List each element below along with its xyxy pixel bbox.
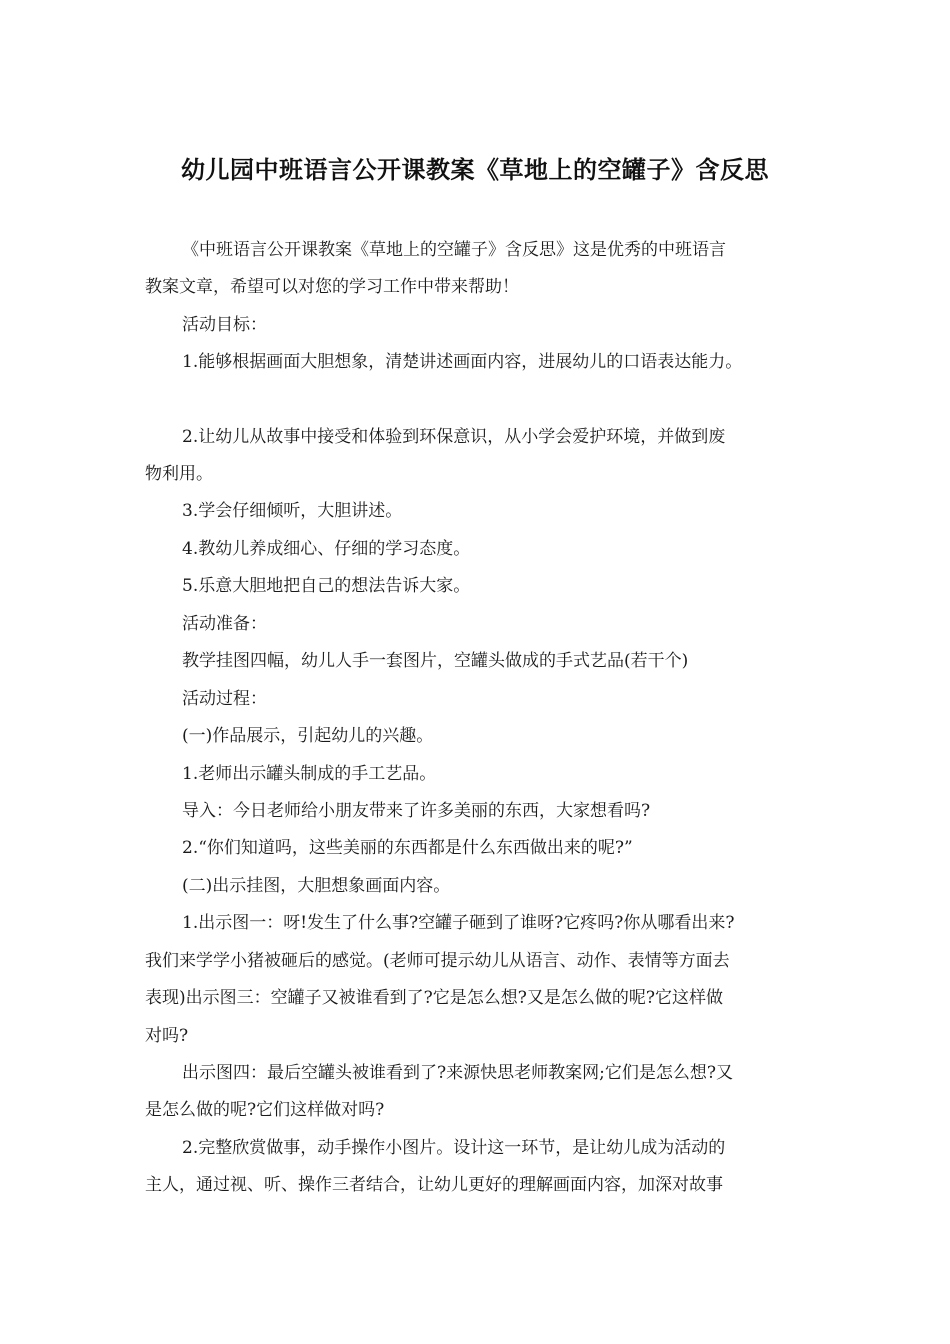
paragraph-line: 2.完整欣赏做事，动手操作小图片。设计这一环节，是让幼儿成为活动的 (182, 1138, 726, 1158)
paragraph-line: 1.老师出示罐头制成的手工艺品。 (182, 764, 437, 784)
section-heading: 活动过程： (182, 689, 267, 709)
paragraph-line: 1.能够根据画面大胆想象，清楚讲述画面内容，进展幼儿的口语表达能力。 (182, 352, 743, 372)
paragraph-line: 5.乐意大胆地把自己的想法告诉大家。 (182, 576, 471, 596)
section-heading: 活动准备： (182, 614, 267, 634)
paragraph-line: 出示图四：最后空罐头被谁看到了?来源快思老师教案网;它们是怎么想?又 (182, 1063, 733, 1083)
paragraph-line: (一)作品展示，引起幼儿的兴趣。 (182, 726, 434, 746)
section-heading: 活动目标： (182, 315, 267, 335)
paragraph-line: 对吗? (145, 1026, 189, 1046)
paragraph-line: 4.教幼儿养成细心、仔细的学习态度。 (182, 539, 471, 559)
document-title: 幼儿园中班语言公开课教案《草地上的空罐子》含反思 (181, 156, 769, 184)
paragraph-line: 教学挂图四幅，幼儿人手一套图片，空罐头做成的手式艺品(若干个) (182, 651, 689, 671)
paragraph-line: 主人，通过视、听、操作三者结合，让幼儿更好的理解画面内容，加深对故事 (145, 1175, 723, 1195)
paragraph-line: 2.让幼儿从故事中接受和体验到环保意识，从小学会爱护环境，并做到废 (182, 427, 726, 447)
paragraph-line: 教案文章，希望可以对您的学习工作中带来帮助！ (145, 277, 519, 297)
paragraph-line: 是怎么做的呢?它们这样做对吗? (145, 1100, 385, 1120)
paragraph-line: 物利用。 (145, 464, 213, 484)
paragraph-line: 导入：今日老师给小朋友带来了许多美丽的东西，大家想看吗? (182, 801, 651, 821)
paragraph-line: 3.学会仔细倾听，大胆讲述。 (182, 501, 403, 521)
paragraph-line: 1.出示图一：呀!发生了什么事?空罐子砸到了谁呀?它疼吗?你从哪看出来? (182, 913, 735, 933)
paragraph-line: 表现)出示图三：空罐子又被谁看到了?它是怎么想?又是怎么做的呢?它这样做 (145, 988, 723, 1008)
paragraph-line: (二)出示挂图，大胆想象画面内容。 (182, 876, 451, 896)
paragraph-line: 《中班语言公开课教案《草地上的空罐子》含反思》这是优秀的中班语言 (182, 240, 726, 260)
paragraph-line: 我们来学学小猪被砸后的感觉。(老师可提示幼儿从语言、动作、表情等方面去 (145, 951, 730, 971)
paragraph-line: 2.“你们知道吗，这些美丽的东西都是什么东西做出来的呢?” (182, 838, 633, 858)
